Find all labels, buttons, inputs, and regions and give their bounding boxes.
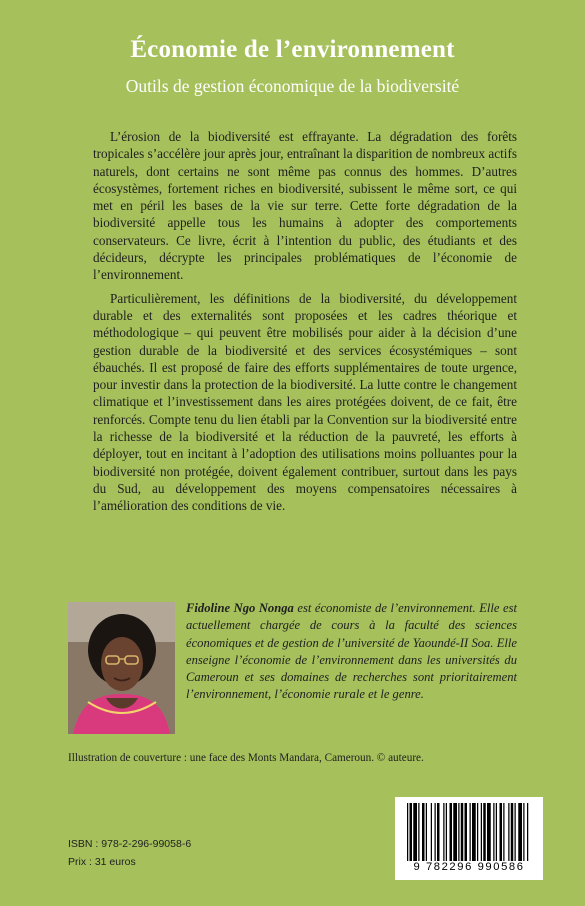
barcode-digits: 9 782296 990586 xyxy=(413,861,525,873)
summary-paragraph: L’érosion de la biodiversité est effrayante. La dégradation des forêts tropicales s’accélère jour après jour, entraînant la disparition de nombreux actifs naturels, dont certains ne sont même pas connus des hommes. D’autres écosystèmes, fortement riches en biodiversité, subissent le même sort, ce qui met en péril les bases de la vie sur terre. Cette forte dégradation de la biodiversité appelle tous les humains à adopter des comportements conservateurs. Ce livre, écrit à l’intention du public, des étudiants et des décideurs, décrypte les principales problématiques de l’économie de l’environnement. xyxy=(93,129,517,283)
barcode xyxy=(395,797,543,880)
summary-paragraph: Particulièrement, les définitions de la biodiversité, du développement durable et des externalités sont proposées et les cadres théorique et méthodologique – qui peuvent être mobilisés pour aider à la décision d’une gestion durable de la biodiversité et des services écosystémiques – sont ébauchés. Il est proposé de faire des efforts supplémentaires de toute urgence, pour investir dans la protection de la biodiversité. La lutte contre le changement climatique et l’investissement dans les aires protégées doivent, de ce fait, être renforcés. Compte tenu du lien établi par la Convention sur la biodiversité entre la richesse de la biodiversité et la réduction de la pauvreté, les efforts à déployer, tout en incitant à l’adoption des utilisations moins polluantes pour la biodiversité non protégée, doivent également contribuer, surtout dans les pays du Sud, au développement des moyens compensatoires nécessaires à l’amélioration des conditions de vie. xyxy=(93,290,517,514)
book-subtitle: Outils de gestion économique de la biodiversité xyxy=(125,76,460,96)
author-bio-text: est économiste de l’environnement. Elle est actuellement chargée de cours à la faculté des sciences économiques et de gestion de l’université de Yaoundé-II Soa. Elle enseigne l’économie de l’environnement dans les universités du Cameroun et ses domaines de recherches sont prioritairement l’environnement, l’économie rurale et le genre. xyxy=(186,601,518,702)
author-name: Fidoline Ngo Nonga xyxy=(186,601,294,615)
cover-credit: Illustration de couverture : une face des Monts Mandara, Cameroun. © auteure. xyxy=(68,752,424,764)
book-summary xyxy=(93,128,517,521)
barcode-bars xyxy=(395,797,543,863)
author-photo xyxy=(68,602,175,734)
book-title: Économie de l’environnement xyxy=(130,36,455,63)
price: Prix : 31 euros xyxy=(68,856,136,868)
author-bio xyxy=(186,600,517,704)
author-portrait-image xyxy=(68,602,175,734)
isbn: ISBN : 978-2-296-99058-6 xyxy=(68,838,192,850)
